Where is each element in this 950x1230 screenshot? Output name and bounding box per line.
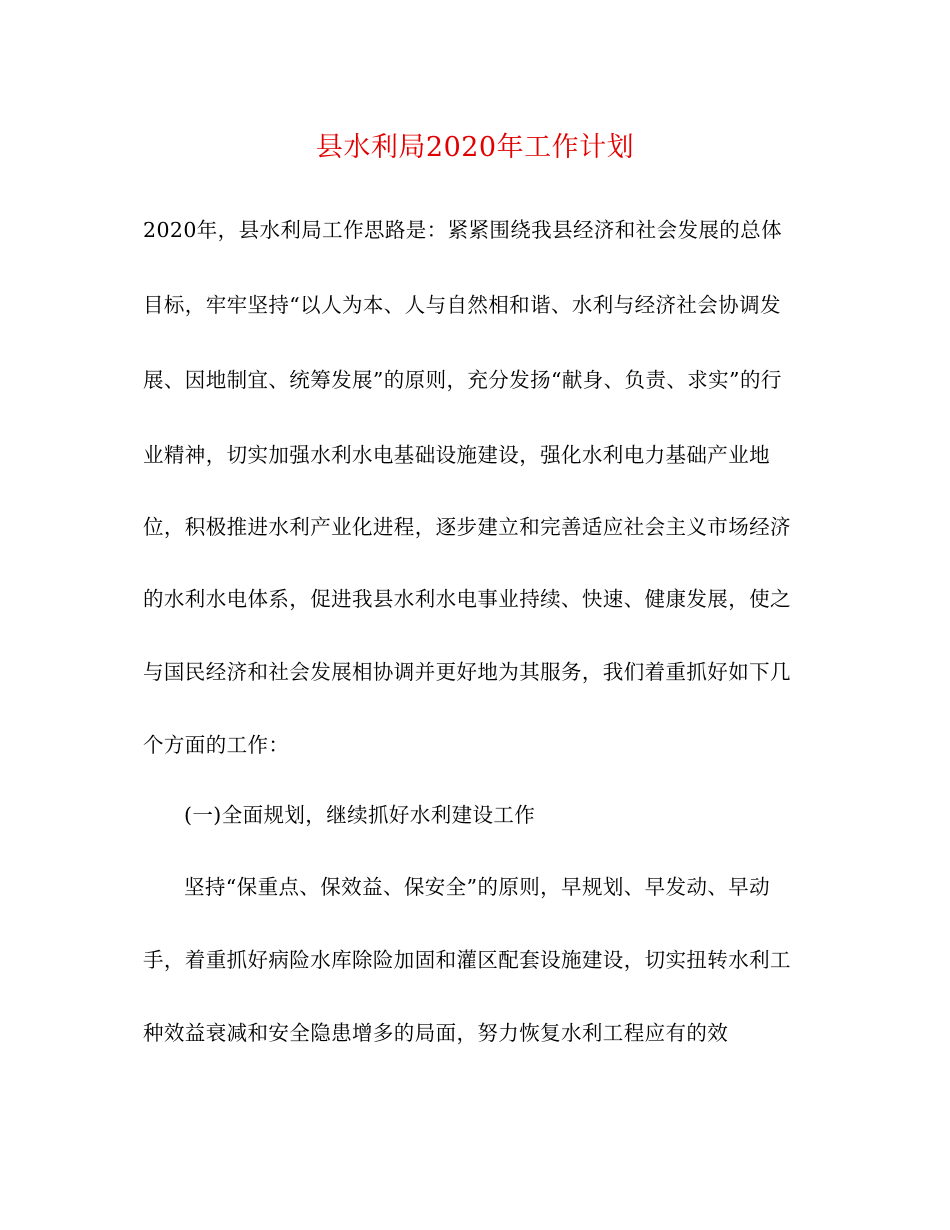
paragraph-line: 2020年，县水利局工作思路是：紧紧围绕我县经济和社会发展的总体 <box>143 218 782 242</box>
paragraph-line: 种效益衰减和安全隐患增多的局面，努力恢复水利工程应有的效 <box>143 1021 729 1045</box>
paragraph-line: 展、因地制宜、统筹发展”的原则，充分发扬“献身、负责、求实”的行 <box>143 368 782 392</box>
paragraph-line: 个方面的工作： <box>143 733 290 757</box>
paragraph-line: 手，着重抓好病险水库除险加固和灌区配套设施建设，切实扭转水利工 <box>143 948 791 972</box>
paragraph-line: 目标，牢牢坚持“以人为本、人与自然相和谐、水利与经济社会协调发 <box>143 293 781 317</box>
paragraph-line: 的水利水电体系，促进我县水利水电事业持续、快速、健康发展，使之 <box>143 587 791 611</box>
section-heading: (一)全面规划，继续抓好水利建设工作 <box>184 803 536 827</box>
paragraph-line: 与国民经济和社会发展相协调并更好地为其服务，我们着重抓好如下几 <box>143 660 791 684</box>
document-title: 县水利局2020年工作计划 <box>315 132 635 163</box>
paragraph-line: 位，积极推进水利产业化进程，逐步建立和完善适应社会主义市场经济 <box>143 515 791 539</box>
paragraph-line: 业精神，切实加强水利水电基础设施建设，强化水利电力基础产业地 <box>143 443 770 467</box>
paragraph-line: 坚持“保重点、保效益、保安全”的原则，早规划、早发动、早动 <box>184 875 771 899</box>
